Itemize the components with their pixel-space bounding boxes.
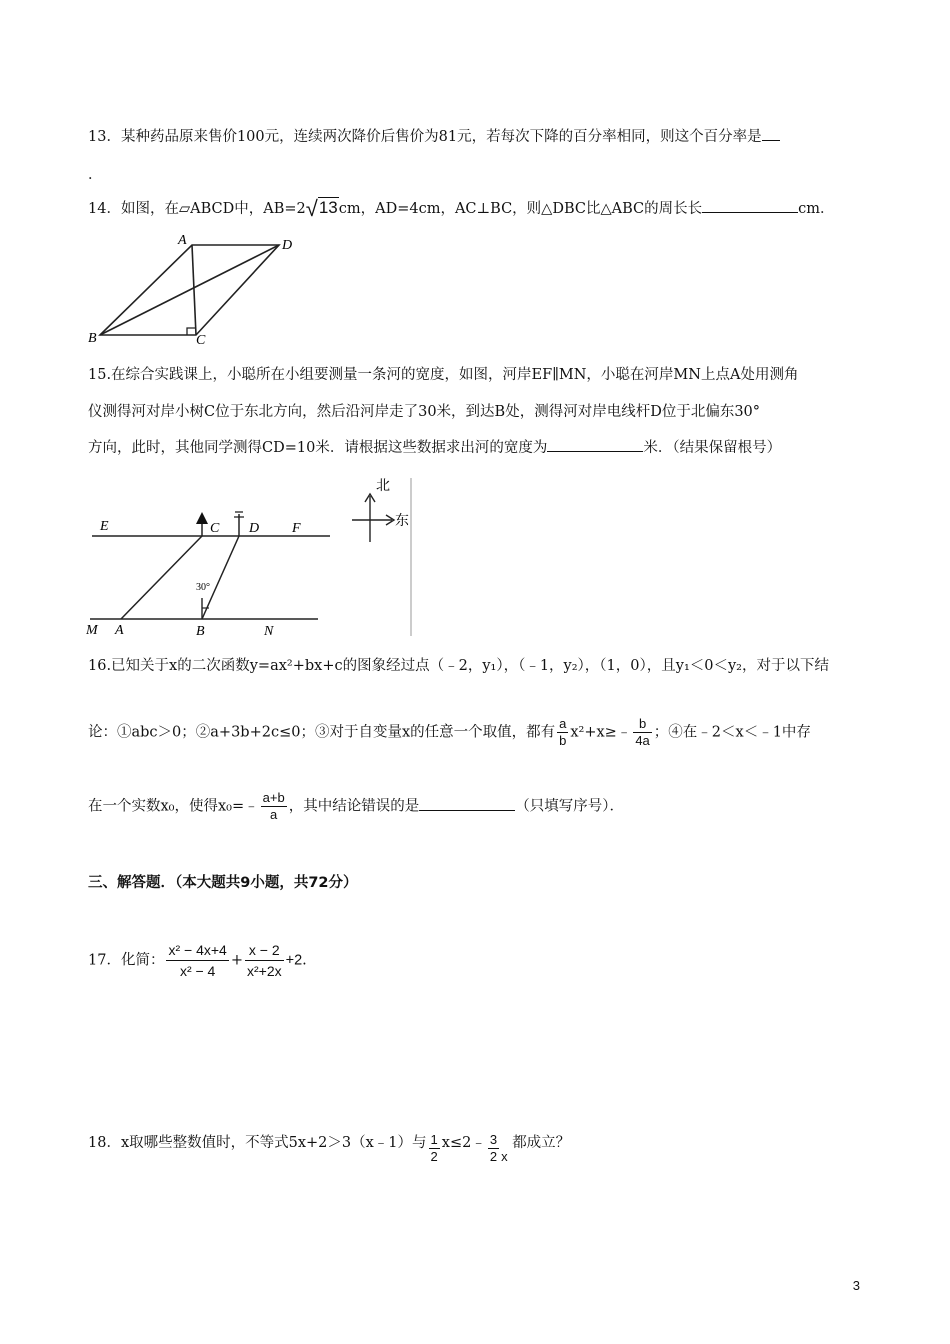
label-east: 东 [395, 513, 409, 529]
right-angle-mark [187, 328, 195, 335]
q17-frac1-den: x² − 4 [179, 963, 216, 979]
q17-frac1 [166, 940, 228, 981]
q16-line2b: x²+x≥﹣ [570, 724, 632, 741]
q18-frac2-den: 2 [489, 1149, 498, 1164]
q16-frac2-den: 4a [635, 733, 650, 748]
q18-prefix: 18．x取哪些整数值时，不等式5x+2＞3（x﹣1）与 [88, 1135, 427, 1151]
q16-line3 [88, 790, 624, 823]
q17-tail: +2 [285, 952, 303, 969]
q16-line3a: 在一个实数x₀，使得x₀=﹣ [88, 798, 259, 815]
angle-label: 30° [196, 582, 210, 593]
q17-label: 17．化简： [88, 952, 165, 969]
q17-end: . [302, 952, 307, 969]
sqrt-icon: √ [305, 196, 318, 221]
q16-frac1-den: b [559, 733, 567, 748]
q17-line [88, 940, 307, 981]
q15-line2: 仪测得河对岸小树C位于东北方向，然后沿河岸走了30米，到达B处，测得河对岸电线杆D位于北偏东30° [88, 404, 761, 420]
q16-line2 [88, 716, 811, 749]
q14-suffix: cm． [798, 201, 835, 217]
q15-line3b: 米．（结果保留根号） [643, 440, 782, 456]
q14-radicand: 13 [318, 198, 338, 217]
label-north: 北 [376, 478, 390, 494]
q16-frac2 [633, 716, 651, 749]
section-title: 三、解答题．（本大题共9小题，共72分） [88, 875, 358, 891]
q17-frac2-den: x²+2x [246, 963, 282, 979]
q15-line3 [88, 437, 781, 459]
label-e: E [100, 519, 109, 534]
q14-blank [702, 198, 798, 213]
q16-frac3 [261, 790, 287, 823]
q18-frac2-num: 3 [489, 1132, 498, 1147]
q18-frac1-den: 2 [430, 1149, 438, 1164]
q16-blank [419, 796, 515, 811]
q15-line1: 15.在综合实践课上，小聪所在小组要测量一条河的宽度，如图，河岸EF∥MN，小聪在河岸MN上点A处用测角 [88, 367, 799, 383]
label-d: D [282, 238, 293, 253]
segment-ac [192, 245, 196, 335]
q18-frac1 [429, 1132, 440, 1165]
label-d: D [249, 521, 260, 536]
q16-line1: 16.已知关于x的二次函数y=ax²+bx+c的图象经过点（﹣2，y₁），（﹣1，y₂），（1，0），且y₁＜0＜y₂，对于以下结 [88, 658, 829, 674]
q16-line2c: ；④在﹣2＜x＜﹣1中存 [653, 724, 811, 741]
q18-suffix: 都成立？ [512, 1135, 571, 1151]
segment-bd [202, 536, 239, 619]
tree-icon [196, 512, 208, 524]
label-b: B [196, 624, 205, 638]
q13-text: 13．某种药品原来售价100元，连续两次降价后售价为81元，若每次下降的百分率相同，则这个百分率是 [88, 129, 762, 145]
q16-frac1-num: a [559, 716, 567, 731]
segment-ac [121, 536, 202, 619]
q18-middle: x≤2﹣ [441, 1135, 486, 1151]
q15-blank [547, 437, 643, 452]
q16-line3b: ，其中结论错误的是 [288, 798, 420, 815]
q16-frac3-den: a [270, 807, 278, 822]
q17-plus: + [230, 952, 243, 969]
label-a: A [178, 233, 187, 248]
q16-frac3-num: a+b [262, 790, 285, 805]
label-c: C [210, 521, 220, 536]
label-m: M [86, 623, 98, 638]
q15-line3a: 方向，此时，其他同学测得CD=10米．请根据这些数据求出河的宽度为 [88, 440, 548, 456]
q16-frac1 [557, 716, 568, 749]
q13-line [88, 126, 780, 148]
label-b: B [88, 331, 97, 346]
page-number: 3 [852, 1278, 860, 1293]
q13-blank [762, 126, 780, 141]
q14-line [88, 197, 834, 220]
q18-frac1-num: 1 [430, 1132, 438, 1147]
q17-frac2-num: x − 2 [245, 940, 284, 961]
q14-prefix: 14．如图，在▱ABCD中，AB=2 [88, 201, 306, 217]
label-c: C [196, 333, 206, 348]
q14-figure [86, 232, 298, 348]
q16-line2a: 论：①abc＞0；②a+3b+2c≤0；③对于自变量x的任意一个取值，都有 [88, 724, 556, 741]
q16-line3c: （只填写序号）． [515, 798, 624, 815]
q18-line [88, 1132, 570, 1168]
q14-middle: cm，AD=4cm，AC⊥BC，则△DBC比△ABC的周长长 [338, 201, 703, 217]
label-n: N [264, 624, 274, 638]
q18-frac2 [488, 1132, 499, 1165]
q17-frac1-num: x² − 4x+4 [166, 940, 228, 961]
q17-frac2 [245, 940, 284, 981]
label-f: F [292, 521, 301, 536]
q13-end: ． [88, 167, 103, 183]
segment-bd [100, 245, 279, 335]
label-a: A [115, 623, 124, 638]
q18-xvar: x [501, 1149, 508, 1164]
q15-figure [86, 476, 416, 638]
q16-frac2-num: b [633, 716, 651, 733]
